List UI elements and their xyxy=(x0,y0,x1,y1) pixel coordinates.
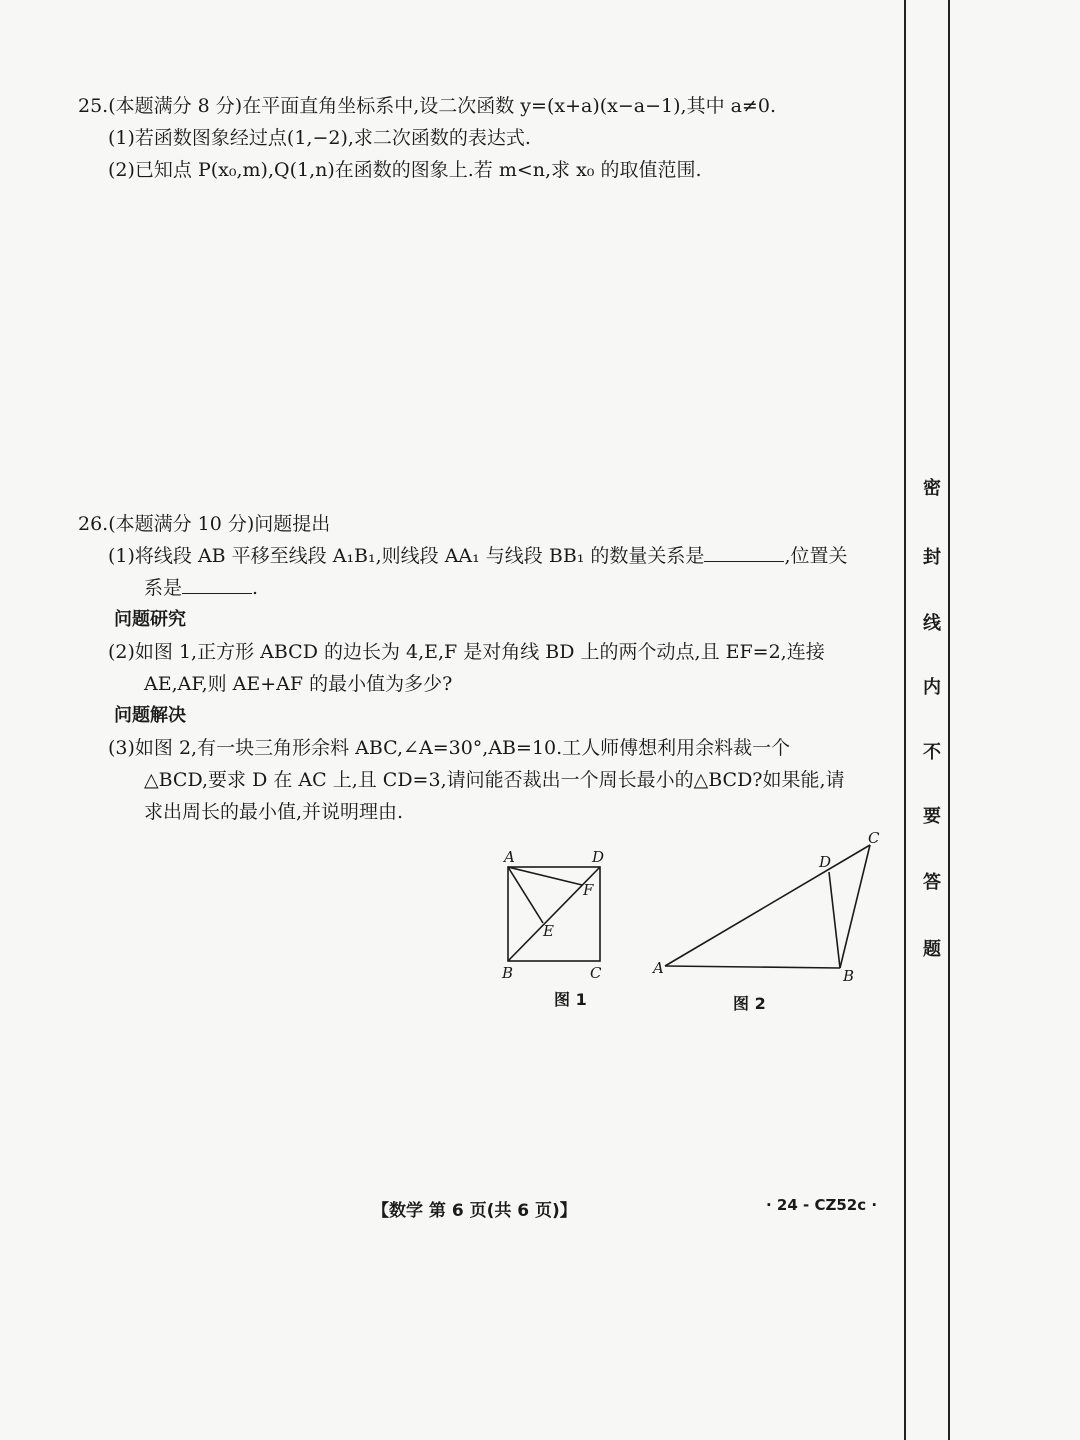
label-b: B xyxy=(502,964,514,982)
seal-char-1: 密 xyxy=(923,478,941,499)
label-a: A xyxy=(653,959,664,977)
q26-part1: (1)将线段 AB 平移至线段 A₁B₁,则线段 AA₁ 与线段 BB₁ 的数量关系是 ,位置关 xyxy=(108,545,848,567)
page-footer: 【数学 第 6 页(共 6 页)】 xyxy=(372,1201,577,1221)
label-b: B xyxy=(843,967,855,985)
label-c: C xyxy=(868,829,880,847)
seal-line-left xyxy=(904,0,906,1440)
q26-header: 26.(本题满分 10 分)问题提出 xyxy=(78,513,331,535)
heading-solution: 问题解决 xyxy=(114,705,186,726)
label-d: D xyxy=(592,848,605,866)
seal-char-5: 不 xyxy=(923,742,941,763)
label-f: F xyxy=(583,881,594,899)
seal-char-3: 线 xyxy=(923,613,941,634)
q26-part2-cont: AE,AF,则 AE+AF 的最小值为多少? xyxy=(144,673,453,695)
figure-1-square xyxy=(490,845,620,985)
q26-part1-cont: 系是 . xyxy=(144,577,259,599)
segment-bd xyxy=(829,872,840,968)
heading-research: 问题研究 xyxy=(114,609,186,630)
side-ac xyxy=(665,845,870,966)
q25-stem: 25.(本题满分 8 分)在平面直角坐标系中,设二次函数 y=(x+a)(x−a−1),其中 a≠0. xyxy=(78,95,776,117)
segment-ae xyxy=(508,867,543,923)
side-bc xyxy=(840,845,870,968)
label-a: A xyxy=(504,848,515,866)
seal-char-2: 封 xyxy=(923,547,941,568)
q26-part2: (2)如图 1,正方形 ABCD 的边长为 4,E,F 是对角线 BD 上的两个动点,且 EF=2,连接 xyxy=(108,641,825,663)
figure-1-caption: 图 1 xyxy=(554,990,587,1009)
segment-af xyxy=(508,867,582,885)
q26-part3-cont2: 求出周长的最小值,并说明理由. xyxy=(144,801,404,823)
seal-char-4: 内 xyxy=(923,677,941,698)
q25-part2: (2)已知点 P(x₀,m),Q(1,n)在函数的图象上.若 m<n,求 x₀ 的取值范围. xyxy=(108,159,702,181)
label-d: D xyxy=(819,853,832,871)
answer-blank-1 xyxy=(704,543,784,562)
figure-2-caption: 图 2 xyxy=(733,994,766,1013)
seal-char-6: 要 xyxy=(923,806,941,827)
q26-part3: (3)如图 2,有一块三角形余料 ABC,∠A=30°,AB=10.工人师傅想利用余料裁一个 xyxy=(108,737,791,759)
question-26 xyxy=(78,508,888,828)
side-ab xyxy=(665,966,840,968)
q26-part3-cont: △BCD,要求 D 在 AC 上,且 CD=3,请问能否裁出一个周长最小的△BCD?如果能,请 xyxy=(144,769,845,791)
figure-2-triangle xyxy=(645,825,890,990)
label-e: E xyxy=(543,922,554,940)
answer-blank-2 xyxy=(182,575,252,594)
label-c: C xyxy=(590,964,602,982)
question-25 xyxy=(78,90,888,186)
seal-line-right xyxy=(948,0,950,1440)
exam-code: · 24 - CZ52c · xyxy=(766,1196,878,1214)
seal-char-7: 答 xyxy=(923,872,941,893)
q25-part1: (1)若函数图象经过点(1,−2),求二次函数的表达式. xyxy=(108,127,531,149)
seal-char-8: 题 xyxy=(923,939,941,960)
